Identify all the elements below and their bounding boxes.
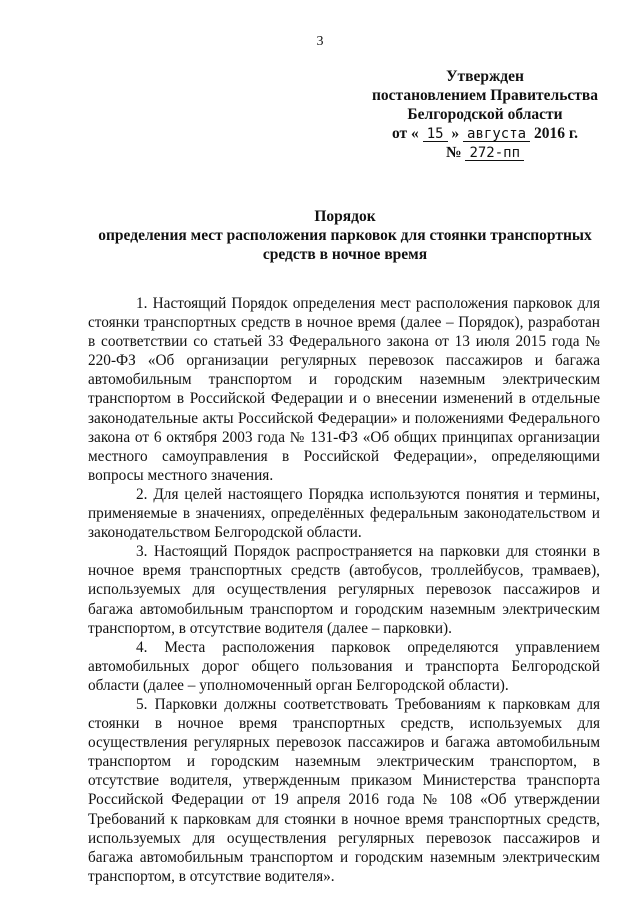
paragraph-5: 5. Парковки должны соответствовать Требованиям к парковкам для стоянки в ночное время транспортных средств, используемых для осуществления регулярных перевозок пассажиров и багажа автомобильным транспортом и городским наземным электрическим транспортом, в отсутствие водителя, утвержденным приказом Министерства транспорта Российской Федерации от 19 апреля 2016 года № 108 «Об утверждении Требований к парковкам для стоянки в ночное время транспортных средств, используемых для осуществления регулярных перевозок пассажиров и багажа автомобильным транспортом и городским наземным электрическим транспортом, в отсутствие водителя». <box>88 695 600 885</box>
decree-number: 272-пп <box>465 146 524 161</box>
page-number: 3 <box>316 34 324 49</box>
number-prefix: № <box>445 144 462 161</box>
approval-block <box>360 67 610 162</box>
document-body <box>88 294 600 886</box>
date-year: 2016 г. <box>533 125 578 142</box>
date-day: 15 <box>423 127 448 142</box>
title-line-2: определения мест расположения парковок для стоянки транспортных средств в ночное время <box>98 227 592 263</box>
approval-line-2: постановлением Правительства <box>371 87 599 104</box>
approval-date-row <box>360 124 610 143</box>
paragraph-1: 1. Настоящий Порядок определения мест расположения парковок для стоянки транспортных средств в ночное время (далее – Порядок), разработан в соответствии со статьей 33 Федерального закона от 13 июля 2015 года № 220-ФЗ «Об организации регулярных перевозок пассажиров и багажа автомобильным транспортом и городским наземным электрическим транспортом в Российской Федерации и о внесении изменений в отдельные законодательные акты Российской Федерации» и положениями Федерального закона от 6 октября 2003 года № 131-ФЗ «Об общих принципах организации местного самоуправления в Российской Федерации», определяющими вопросы местного значения. <box>88 295 600 484</box>
title-line-1: Порядок <box>314 208 376 225</box>
date-month: августа <box>463 127 530 142</box>
paragraph-2: 2. Для целей настоящего Порядка используются понятия и термины, применяемые в значениях, определённых федеральным законодательством и законодательством Белгородской области. <box>88 485 600 542</box>
date-prefix: от « <box>392 125 419 142</box>
document-title <box>95 207 595 264</box>
approval-line-3: Белгородской области <box>407 106 563 123</box>
paragraph-4: 4. Места расположения парковок определяются управлением автомобильных дорог общего пользования и транспорта Белгородской области (далее – уполномоченный орган Белгородской области). <box>88 638 600 694</box>
approval-line-1: Утвержден <box>446 68 524 85</box>
date-mid: » <box>451 125 460 142</box>
paragraph-3: 3. Настоящий Порядок распространяется на парковки для стоянки в ночное время транспортных средств (автобусов, троллейбусов, трамваев), используемых для осуществления регулярных перевозок пассажиров и багажа автомобильным транспортом и городским наземным электрическим транспортом, в отсутствие водителя (далее – парковки). <box>88 543 600 637</box>
approval-number-row <box>360 143 610 162</box>
